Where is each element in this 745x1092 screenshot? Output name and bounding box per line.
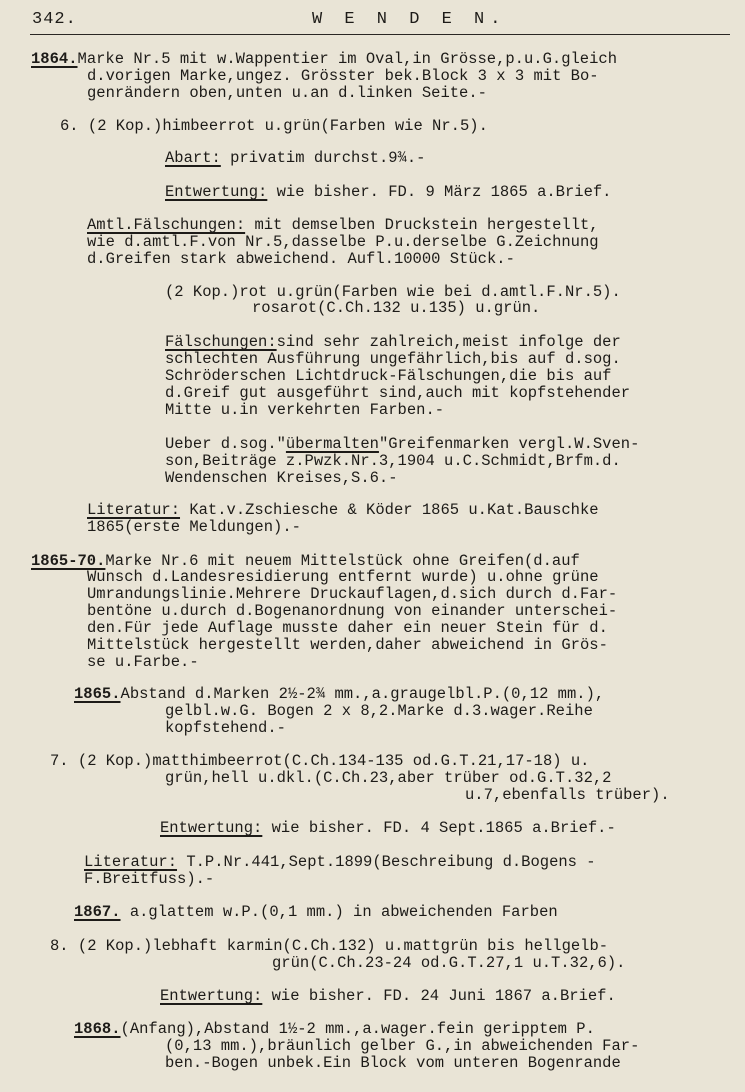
page-title: W E N D E N.: [312, 10, 507, 29]
faelschungen-line-5: Mitte u.in verkehrten Farben.-: [165, 401, 445, 419]
section-1865-line-3: Umrandungslinie.Mehrere Druckauflagen,d.sich durch d.Far-: [87, 585, 618, 603]
section-1864-line-2: d.vorigen Marke,ungez. Grösster bek.Block 3 x 3 mit Bo-: [87, 67, 599, 85]
section-1865-line-6: Mittelstück hergestellt werden,daher abweichend in Grös-: [87, 636, 608, 654]
item-8-line-1: 8. (2 Kop.)lebhaft karmin(C.Ch.132) u.mattgrün bis hellgelb-: [50, 937, 609, 955]
section-1865-line-2: Wunsch d.Landesresidierung entfernt wurde) u.ohne grüne: [87, 568, 599, 586]
section-1865-line-4: bentöne u.durch d.Bogenanordnung von einander unterschei-: [87, 602, 618, 620]
section-1865-line-1: 1865-70.Marke Nr.6 mit neuem Mittelstück ohne Greifen(d.auf: [31, 552, 580, 570]
abart-line: Abart: privatim durchst.9¾.-: [165, 149, 426, 167]
entwertung-label: Entwertung:: [160, 987, 263, 1005]
entwertung-1865: Entwertung: wie bisher. FD. 4 Sept.1865 a.Brief.-: [160, 819, 616, 837]
abart-label: Abart:: [165, 149, 221, 167]
item-6: 6. (2 Kop.)himbeerrot u.grün(Farben wie Nr.5).: [60, 117, 488, 135]
item-7-line-1: 7. (2 Kop.)matthimbeerrot(C.Ch.134-135 od.G.T.21,17-18) u.: [50, 752, 590, 770]
ueber-line-2: son,Beiträge z.Pwzk.Nr.3,1904 u.C.Schmidt,Brfm.d.: [165, 452, 621, 470]
entwertung-1864: Entwertung: wie bisher. FD. 9 März 1865 a.Brief.: [165, 183, 612, 201]
y1865-line-3: kopfstehend.-: [165, 719, 286, 737]
ueber-line-3: Wendenschen Kreises,S.6.-: [165, 469, 398, 487]
faelschungen-line-1: Fälschungen:sind sehr zahlreich,meist infolge der: [165, 333, 621, 351]
year-1868: 1868.: [74, 1020, 121, 1038]
entwertung-1867: Entwertung: wie bisher. FD. 24 Juni 1867 a.Brief.: [160, 987, 616, 1005]
literatur-1864-line-2: 1865(erste Meldungen).-: [87, 518, 301, 536]
faelschungen-line-2: schlechten Ausführung ungefährlich,bis auf d.sog.: [165, 350, 621, 368]
uebermalten-term: übermalten: [285, 435, 379, 453]
year-1864: 1864.: [31, 50, 78, 68]
page-number: 342.: [32, 10, 77, 29]
y1868-line-2: (0,13 mm.),bräunlich gelber G.,in abweichenden Far-: [165, 1037, 640, 1055]
year-1865: 1865.: [74, 685, 121, 703]
item-8-line-2: grün(C.Ch.23-24 od.G.T.27,1 u.T.32,6).: [272, 954, 626, 972]
year-1865-70: 1865-70.: [31, 552, 106, 570]
entwertung-label: Entwertung:: [160, 819, 263, 837]
kop-line-2: rosarot(C.Ch.132 u.135) u.grün.: [252, 299, 541, 317]
y1865-line-2: gelbl.w.G. Bogen 2 x 8,2.Marke d.3.wager.Reihe: [165, 702, 593, 720]
literatur-1864-line-1: Literatur: Kat.v.Zschiesche & Köder 1865 u.Kat.Bauschke: [87, 501, 599, 519]
ueber-line-1: Ueber d.sog."übermalten"Greifenmarken vergl.W.Sven-: [165, 435, 640, 453]
literatur-1865-line-2: F.Breitfuss).-: [84, 870, 215, 888]
year-1867: 1867.: [74, 903, 121, 921]
item-7-line-3: u.7,ebenfalls trüber).: [465, 786, 670, 804]
y1868-line-3: ben.-Bogen unbek.Ein Block vom unteren Bogenrande: [165, 1054, 621, 1072]
kop-line-1: (2 Kop.)rot u.grün(Farben wie bei d.amtl.F.Nr.5).: [165, 283, 621, 301]
section-1864-line-1: 1864.Marke Nr.5 mit w.Wappentier im Oval,in Grösse,p.u.G.gleich: [31, 50, 618, 68]
section-1865-line-7: se u.Farbe.-: [87, 653, 199, 671]
literatur-1865-line-1: Literatur: T.P.Nr.441,Sept.1899(Beschreibung d.Bogens -: [84, 853, 596, 871]
faelschungen-line-3: Schröderschen Lichtdruck-Fälschungen,die bis auf: [165, 367, 612, 385]
section-1865-line-5: den.Für jede Auflage musste daher ein neuer Stein für d.: [87, 619, 608, 637]
amtl-faelschungen-label: Amtl.Fälschungen:: [87, 216, 246, 234]
header-rule: [30, 34, 730, 35]
amtl-faelschungen-line-1: Amtl.Fälschungen: mit demselben Druckstein hergestellt,: [87, 216, 599, 234]
item-7-line-2: grün,hell u.dkl.(C.Ch.23,aber trüber od.G.T.32,2: [165, 769, 612, 787]
y1868-line-1: 1868.(Anfang),Abstand 1½-2 mm.,a.wager.fein geripptem P.: [74, 1020, 595, 1038]
section-1864-line-3: genrändern oben,unten u.an d.linken Seite.-: [87, 84, 487, 102]
amtl-faelschungen-line-2: wie d.amtl.F.von Nr.5,dasselbe P.u.derselbe G.Zeichnung: [87, 233, 599, 251]
y1867-line: 1867. a.glattem w.P.(0,1 mm.) in abweichenden Farben: [74, 903, 558, 921]
faelschungen-label: Fälschungen:: [165, 333, 277, 351]
literatur-label: Literatur:: [87, 501, 181, 519]
literatur-label: Literatur:: [84, 853, 178, 871]
entwertung-label: Entwertung:: [165, 183, 268, 201]
faelschungen-line-4: d.Greif gut ausgeführt sind,auch mit kopfstehender: [165, 384, 631, 402]
y1865-line-1: 1865.Abstand d.Marken 2½-2¾ mm.,a.graugelbl.P.(0,12 mm.),: [74, 685, 605, 703]
amtl-faelschungen-line-3: d.Greifen stark abweichend. Aufl.10000 Stück.-: [87, 250, 515, 268]
